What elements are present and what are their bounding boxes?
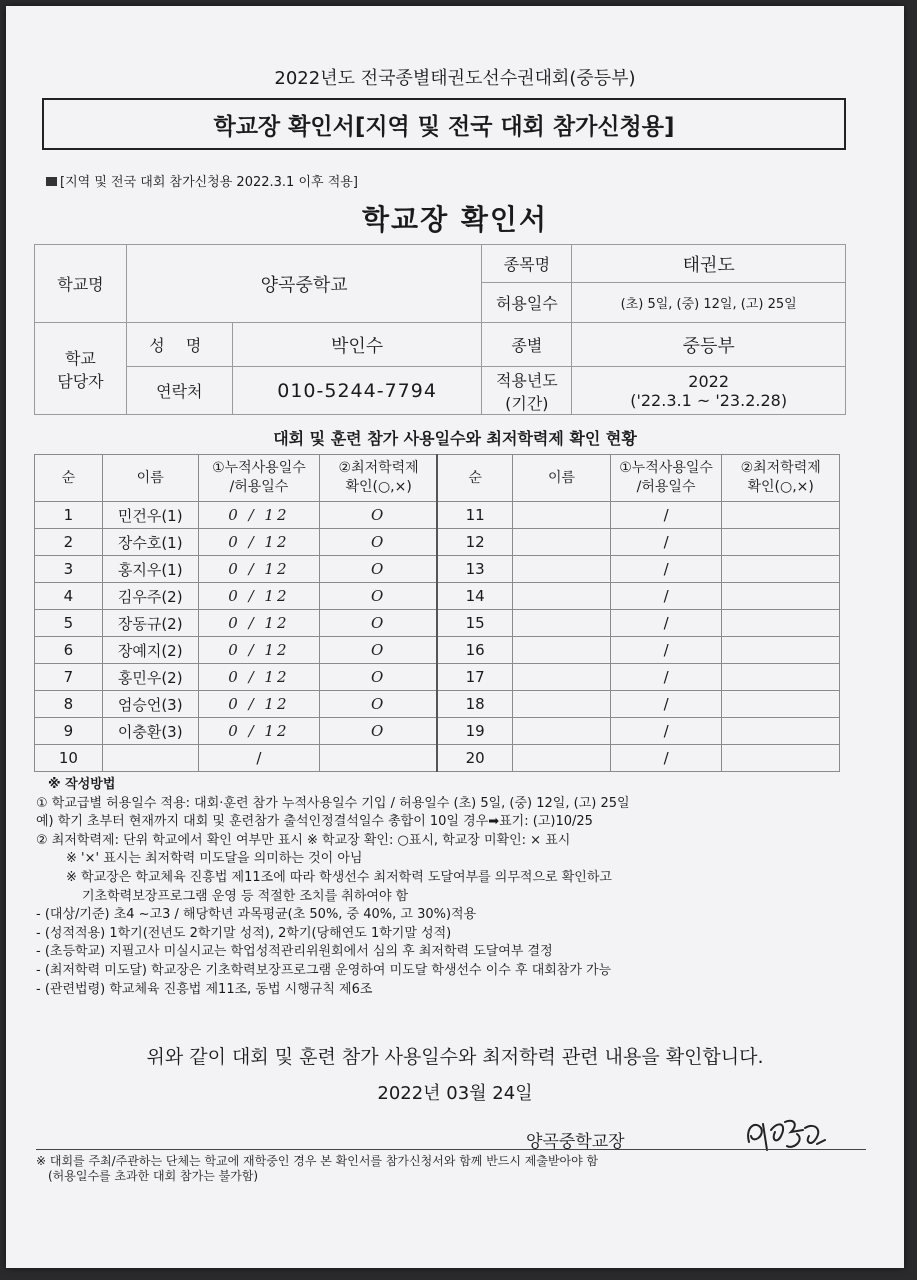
school-label: 학교명 [35,245,127,323]
table-row [35,691,438,718]
table-row [35,637,438,664]
achievement-check [722,691,840,718]
days-used: / [610,637,722,664]
achievement-check [722,610,840,637]
days-used: / [610,583,722,610]
achievement-check: O [320,718,438,745]
days-used: / [198,745,320,772]
allowed-days-label: 허용일수 [482,283,572,323]
confirmation-statement: 위와 같이 대회 및 훈련 참가 사용일수와 최저학력 관련 내용을 확인합니다. [146,1046,764,1068]
achievement-check [320,745,438,772]
days-used: 0 / 12 [198,718,320,745]
row-number: 12 [437,529,513,556]
instruction-line: - (최저학력 미도달) 학교장은 기초학력보장프로그램 운영하여 미도달 학생선수 이수 후 대회참가 가능 [36,962,612,978]
table-row [437,610,840,637]
row-number: 1 [35,502,103,529]
instruction-line: 기초학력보장프로그램 운영 등 적절한 조치를 취하여야 함 [82,888,409,904]
row-number: 2 [35,529,103,556]
student-name [513,556,611,583]
student-name: 엄승언(3) [102,691,198,718]
student-name [513,691,611,718]
principal-title: 양곡중학교장 [526,1132,625,1152]
table-row [437,745,840,772]
col-header-no: 순 [35,455,103,502]
achievement-check [722,745,840,772]
row-number: 10 [35,745,103,772]
table-row [437,718,840,745]
achievement-check: O [320,664,438,691]
days-used: 0 / 12 [198,691,320,718]
days-used: / [610,556,722,583]
applicability-note: [지역 및 전국 대회 참가신청용 2022.3.1 이후 적용] [46,171,358,190]
days-used: / [610,610,722,637]
row-number: 19 [437,718,513,745]
sport-label: 종목명 [482,245,572,283]
achievement-check: O [320,583,438,610]
student-name [513,583,611,610]
student-name [513,745,611,772]
days-used: / [610,529,722,556]
row-number: 17 [437,664,513,691]
row-number: 20 [437,745,513,772]
achievement-check: O [320,502,438,529]
info-table [34,244,846,415]
student-name: 장동규(2) [102,610,198,637]
instruction-line: 예) 학기 초부터 현재까지 대회 및 훈련참가 출석인정결석일수 총합이 10일 경우➡표기: (고)10/25 [36,814,593,830]
table-row [437,502,840,529]
instruction-line: - (관련법령) 학교체육 진흥법 제11조, 동법 시행규칙 제6조 [36,981,373,997]
table-row [437,691,840,718]
phone-label: 연락처 [126,367,232,415]
table-row [35,583,438,610]
col-header-no: 순 [437,455,513,502]
achievement-check [722,637,840,664]
instructions-heading: ※ 작성방법 [48,777,116,792]
student-name: 김우주(2) [102,583,198,610]
student-name: 이충환(3) [102,718,198,745]
name-label: 성 명 [126,323,232,367]
year-value: 2022 ('22.3.1 ~ '23.2.28) [572,367,846,415]
col-header-check: ②최저학력제 확인(○,×) [320,455,438,502]
col-header-days: ①누적사용일수 /허용일수 [198,455,320,502]
student-name [102,745,198,772]
table-row [437,556,840,583]
achievement-check [722,664,840,691]
instruction-line: ② 최저학력제: 단위 학교에서 확인 여부만 표시 ※ 학교장 확인: ○표시, 학교장 미확인: × 표시 [36,832,571,848]
row-number: 4 [35,583,103,610]
phone-value: 010-5244-7794 [232,367,482,415]
allowed-days-value: (초) 5일, (중) 12일, (고) 25일 [572,283,846,323]
student-name: 홍지우(1) [102,556,198,583]
school-name: 양곡중학교 [126,245,482,323]
instruction-line: ※ 학교장은 학교체육 진흥법 제11조에 따라 학생선수 최저학력 도달여부를 의무적으로 확인하고 [66,869,612,885]
days-used: / [610,718,722,745]
instructions [36,776,866,999]
row-number: 15 [437,610,513,637]
days-used: 0 / 12 [198,502,320,529]
student-name [513,502,611,529]
table-row [35,718,438,745]
confirmation-date: 2022년 03월 24일 [377,1083,533,1104]
table-row [437,664,840,691]
achievement-check: O [320,610,438,637]
days-used: / [610,664,722,691]
table-row [35,529,438,556]
table-row [437,529,840,556]
achievement-check [722,556,840,583]
table-row [35,664,438,691]
instruction-line: - (초등학교) 지필고사 미실시교는 학업성적관리위원회에서 심의 후 최저학력 도달여부 결정 [36,944,553,960]
student-name [513,529,611,556]
usage-table-right [436,454,840,772]
col-header-check: ②최저학력제 확인(○,×) [722,455,840,502]
row-number: 3 [35,556,103,583]
col-header-name: 이름 [102,455,198,502]
days-used: 0 / 12 [198,610,320,637]
row-number: 5 [35,610,103,637]
document-page [6,6,904,1268]
usage-table-left [34,454,438,772]
table-row [35,610,438,637]
row-number: 6 [35,637,103,664]
instruction-line: ① 학교급별 허용일수 적용: 대회·훈련 참가 누적사용일수 기입 / 허용일수 (초) 5일, (중) 12일, (고) 25일 [36,795,630,811]
row-number: 16 [437,637,513,664]
division-value: 중등부 [572,323,846,367]
row-number: 13 [437,556,513,583]
event-title: 2022년도 전국종별태권도선수권대회(중등부) [274,68,636,89]
year-label: 적용년도 (기간) [482,367,572,415]
achievement-check: O [320,529,438,556]
student-name: 민건우(1) [102,502,198,529]
student-name [513,610,611,637]
days-used: / [610,502,722,529]
row-number: 9 [35,718,103,745]
main-title: 학교장 확인서 [361,203,549,236]
table-row [35,745,438,772]
contact-name: 박인수 [232,323,482,367]
contact-label: 학교 담당자 [35,323,127,415]
student-name: 장수호(1) [102,529,198,556]
table-row [437,637,840,664]
sport-value: 태권도 [572,245,846,283]
square-bullet-icon [46,177,57,186]
days-used: 0 / 12 [198,664,320,691]
days-used: 0 / 12 [198,556,320,583]
achievement-check [722,718,840,745]
achievement-check: O [320,637,438,664]
days-used: / [610,691,722,718]
table-row [35,502,438,529]
table-title: 대회 및 훈련 참가 사용일수와 최저학력제 확인 현황 [273,429,637,448]
division-label: 종별 [482,323,572,367]
days-used: 0 / 12 [198,637,320,664]
student-name [513,637,611,664]
student-name [513,664,611,691]
table-row [437,583,840,610]
days-used: 0 / 12 [198,583,320,610]
instruction-line: - (성적적용) 1학기(전년도 2학기말 성적), 2학기(당해연도 1학기말 성적) [36,925,452,941]
form-title-box: 학교장 확인서[지역 및 전국 대회 참가신청용] [42,98,846,150]
achievement-check: O [320,556,438,583]
row-number: 18 [437,691,513,718]
student-name: 홍민우(2) [102,664,198,691]
achievement-check [722,502,840,529]
achievement-check: O [320,691,438,718]
row-number: 8 [35,691,103,718]
footer-note: ※ 대회를 주최/주관하는 단체는 학교에 재학중인 경우 본 확인서를 참가신청서와 함께 반드시 제출받아야 함 (허용일수를 초과한 대회 참가는 불가함) [36,1149,866,1184]
instruction-line: ※ '×' 표시는 최저학력 미도달을 의미하는 것이 아님 [66,851,363,867]
days-used: / [610,745,722,772]
days-used: 0 / 12 [198,529,320,556]
student-name [513,718,611,745]
col-header-days: ①누적사용일수 /허용일수 [610,455,722,502]
row-number: 14 [437,583,513,610]
achievement-check [722,529,840,556]
table-row [35,556,438,583]
row-number: 7 [35,664,103,691]
col-header-name: 이름 [513,455,611,502]
instruction-line: - (대상/기준) 초4 ~고3 / 해당학년 과목평균(초 50%, 중 40%, 고 30%)적용 [36,907,477,923]
achievement-check [722,583,840,610]
student-name: 장예지(2) [102,637,198,664]
row-number: 11 [437,502,513,529]
